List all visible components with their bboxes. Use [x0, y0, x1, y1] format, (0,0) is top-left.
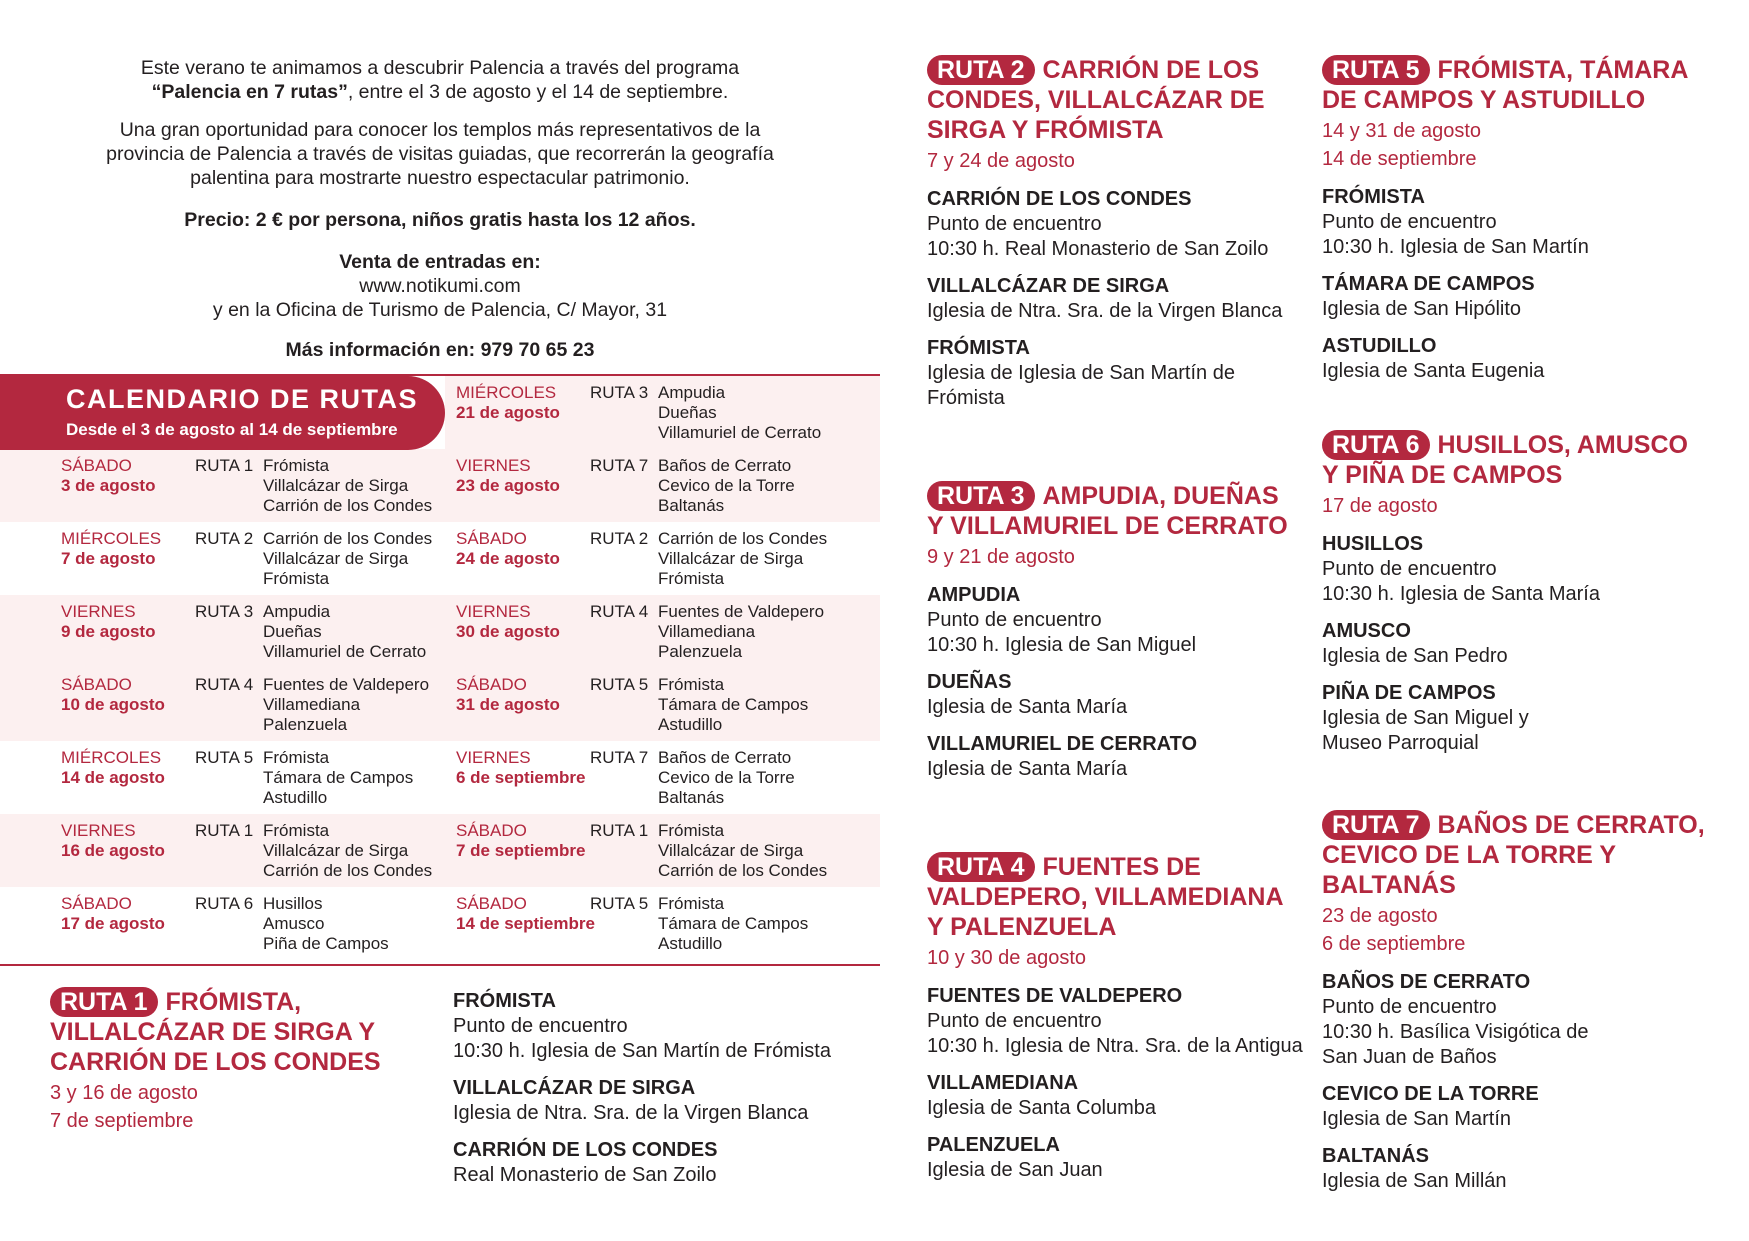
- route-date: 17 de agosto: [1322, 495, 1438, 517]
- calendar-row: [61, 456, 441, 520]
- more-info: Más información en: 979 70 65 23: [285, 339, 595, 361]
- stop-town: BAÑOS DE CERRATO: [1322, 971, 1531, 993]
- stop-detail: Punto de encuentro: [927, 213, 1102, 235]
- route-title-line: [1322, 810, 1742, 840]
- route-badge: RUTA 1: [50, 987, 158, 1017]
- route-title-line: [50, 1047, 450, 1077]
- stop-town: BALTANÁS: [1322, 1145, 1430, 1167]
- calendar-day: MIÉRCOLES: [61, 748, 162, 767]
- calendar-date: 14 de agosto: [61, 768, 165, 787]
- route-2: [927, 55, 1327, 411]
- route-stop: [453, 1076, 873, 1126]
- calendar-town: Frómista: [658, 821, 725, 840]
- stop-detail: 10:30 h. Real Monasterio de San Zoilo: [927, 238, 1269, 260]
- calendar-date: 31 de agosto: [456, 695, 560, 714]
- stop-town: FUENTES DE VALDEPERO: [927, 985, 1183, 1007]
- stop-detail: Iglesia de San Millán: [1322, 1170, 1507, 1192]
- stop-detail: Punto de encuentro: [1322, 211, 1497, 233]
- route-title-line: [927, 55, 1327, 85]
- route-badge: RUTA 3: [927, 481, 1035, 511]
- route-badge: RUTA 2: [927, 55, 1035, 85]
- calendar-town: Villamediana: [263, 695, 361, 714]
- calendar-town: Carrión de los Condes: [658, 529, 828, 548]
- stop-town: AMPUDIA: [927, 584, 1021, 606]
- route-stop: [1322, 619, 1742, 669]
- calendar-row: [456, 456, 836, 520]
- route-date: 10 y 30 de agosto: [927, 947, 1087, 969]
- calendar-town: Villamediana: [658, 622, 756, 641]
- stop-town: VILLAMURIEL DE CERRATO: [927, 733, 1198, 755]
- calendar-town: Piña de Campos: [263, 934, 389, 953]
- calendar-towns: [658, 894, 808, 954]
- calendar-row: [456, 675, 836, 739]
- route-dates: [927, 543, 1327, 571]
- route-5: [1322, 55, 1742, 384]
- calendar-towns: [263, 456, 432, 516]
- route-stop: [1322, 681, 1742, 756]
- calendar-route-label: RUTA 5: [195, 748, 254, 767]
- calendar-row: [456, 748, 836, 812]
- calendar-row: [456, 894, 836, 958]
- route-title-line: [927, 85, 1327, 115]
- calendar-town: Husillos: [263, 894, 323, 913]
- calendar-town: Cevico de la Torre: [658, 768, 795, 787]
- stop-detail: Punto de encuentro: [453, 1015, 628, 1037]
- route-title-text: DE CAMPOS Y ASTUDILLO: [1322, 86, 1646, 114]
- calendar-town: Villalcázar de Sirga: [658, 549, 804, 568]
- calendar-town: Astudillo: [263, 788, 328, 807]
- calendar-town: Palenzuela: [263, 715, 348, 734]
- calendar-row: [456, 383, 836, 447]
- route-badge: RUTA 5: [1322, 55, 1430, 85]
- calendar-day: VIERNES: [456, 602, 531, 621]
- calendar-town: Astudillo: [658, 934, 723, 953]
- calendar-route-label: RUTA 5: [590, 675, 649, 694]
- calendar-day: SÁBADO: [456, 529, 527, 548]
- route-date: 9 y 21 de agosto: [927, 546, 1075, 568]
- calendar-route-label: RUTA 4: [195, 675, 254, 694]
- calendar-town: Támara de Campos: [658, 695, 809, 714]
- route-badge: RUTA 4: [927, 852, 1035, 882]
- calendar-day: VIERNES: [61, 602, 136, 621]
- stop-detail: Iglesia de San Hipólito: [1322, 298, 1522, 320]
- calendar-town: Dueñas: [658, 403, 717, 422]
- stop-detail: 10:30 h. Iglesia de Santa María: [1322, 583, 1600, 605]
- route-title-line: [1322, 840, 1742, 870]
- calendar-row: [61, 529, 441, 593]
- stop-detail: Iglesia de Santa María: [927, 758, 1128, 780]
- route-1: [50, 987, 450, 1135]
- calendar-town: Villamuriel de Cerrato: [658, 423, 822, 442]
- route-title-text: BAÑOS DE CERRATO,: [1437, 811, 1705, 839]
- stop-town: HUSILLOS: [1322, 533, 1424, 555]
- intro-line: , entre el 3 de agosto y el 14 de septiembre.: [347, 81, 729, 103]
- calendar-header: [0, 376, 445, 450]
- stop-town: FRÓMISTA: [453, 990, 556, 1012]
- route-stop: [927, 1071, 1327, 1121]
- calendar-town: Dueñas: [263, 622, 322, 641]
- route-title-line: [1322, 85, 1742, 115]
- calendar-row: [456, 529, 836, 593]
- route-date: 23 de agosto: [1322, 905, 1438, 927]
- stop-detail: Iglesia de Iglesia de San Martín de: [927, 362, 1235, 384]
- stop-detail: Real Monasterio de San Zoilo: [453, 1164, 717, 1186]
- stop-detail: 10:30 h. Iglesia de Ntra. Sra. de la Antigua: [927, 1035, 1303, 1057]
- intro-line: Una gran oportunidad para conocer los templos más representativos de la: [119, 119, 761, 141]
- stop-detail: Iglesia de Ntra. Sra. de la Virgen Blanca: [927, 300, 1283, 322]
- route-title-line: [1322, 870, 1742, 900]
- stop-town: VILLALCÁZAR DE SIRGA: [453, 1077, 696, 1099]
- route-date: 3 y 16 de agosto: [50, 1082, 198, 1104]
- route-title-text: HUSILLOS, AMUSCO: [1437, 431, 1688, 459]
- calendar-bottom-rule: [0, 964, 880, 966]
- route-stop: [927, 984, 1327, 1059]
- calendar-date: 16 de agosto: [61, 841, 165, 860]
- calendar-towns: [658, 675, 808, 735]
- stop-town: VILLALCÁZAR DE SIRGA: [927, 275, 1170, 297]
- calendar-date: 30 de agosto: [456, 622, 560, 641]
- route-dates: [1322, 492, 1742, 520]
- route-stop: [1322, 185, 1742, 260]
- route-title-text: CARRIÓN DE LOS: [1042, 56, 1260, 84]
- calendar-route-label: RUTA 5: [590, 894, 649, 913]
- route-calendar: [0, 374, 880, 966]
- calendar-town: Amusco: [263, 914, 325, 933]
- stop-detail: Iglesia de San Martín: [1322, 1108, 1511, 1130]
- route-title-line: [1322, 430, 1742, 460]
- route-badge: RUTA 6: [1322, 430, 1430, 460]
- stop-detail: Museo Parroquial: [1322, 732, 1479, 754]
- calendar-date: 7 de agosto: [61, 549, 156, 568]
- stop-detail: Iglesia de San Juan: [927, 1159, 1103, 1181]
- route-title-text: Y PIÑA DE CAMPOS: [1322, 461, 1563, 489]
- calendar-row: [61, 675, 441, 739]
- calendar-row: [456, 602, 836, 666]
- calendar-towns: [263, 529, 432, 589]
- calendar-towns: [658, 383, 821, 443]
- price-text: Precio: 2 € por persona, niños gratis hasta los 12 años.: [184, 209, 696, 231]
- route-stop: [1322, 532, 1742, 607]
- stop-town: VILLAMEDIANA: [927, 1072, 1079, 1094]
- calendar-town: Carrión de los Condes: [658, 861, 828, 880]
- calendar-day: SÁBADO: [456, 894, 527, 913]
- stop-town: CARRIÓN DE LOS CONDES: [453, 1139, 718, 1161]
- stop-town: AMUSCO: [1322, 620, 1411, 642]
- calendar-town: Fuentes de Valdepero: [263, 675, 430, 694]
- route-title: [927, 481, 1327, 541]
- calendar-town: Cevico de la Torre: [658, 476, 795, 495]
- calendar-date: 9 de agosto: [61, 622, 156, 641]
- calendar-day: SÁBADO: [61, 456, 132, 475]
- stop-detail: 10:30 h. Iglesia de San Miguel: [927, 634, 1197, 656]
- route-title: [50, 987, 450, 1077]
- calendar-route-label: RUTA 3: [195, 602, 254, 621]
- route-dates: [927, 147, 1327, 175]
- route-title-text: VALDEPERO, VILLAMEDIANA: [927, 883, 1284, 911]
- route-stop: [927, 732, 1327, 782]
- route-badge: RUTA 7: [1322, 810, 1430, 840]
- route-title-line: [927, 882, 1327, 912]
- calendar-day: SÁBADO: [456, 821, 527, 840]
- stop-detail: Punto de encuentro: [1322, 996, 1497, 1018]
- calendar-route-label: RUTA 7: [590, 456, 649, 475]
- route-date: 14 de septiembre: [1322, 148, 1477, 170]
- calendar-day: MIÉRCOLES: [456, 383, 557, 402]
- route-stop: [927, 336, 1327, 411]
- calendar-towns: [263, 821, 432, 881]
- sales-info: [60, 250, 820, 322]
- route-title-text: SIRGA Y FRÓMISTA: [927, 116, 1164, 144]
- calendar-town: Villalcázar de Sirga: [263, 549, 409, 568]
- route-stop: [1322, 1082, 1742, 1132]
- route-title-text: CARRIÓN DE LOS CONDES: [50, 1048, 381, 1076]
- route-title-line: [50, 987, 450, 1017]
- route-title-line: [50, 1017, 450, 1047]
- calendar-town: Villamuriel de Cerrato: [263, 642, 427, 661]
- stop-detail: San Juan de Baños: [1322, 1046, 1497, 1068]
- calendar-town: Palenzuela: [658, 642, 743, 661]
- stop-detail: 10:30 h. Iglesia de San Martín: [1322, 236, 1589, 258]
- calendar-town: Baltanás: [658, 788, 725, 807]
- calendar-town: Fuentes de Valdepero: [658, 602, 825, 621]
- calendar-towns: [658, 529, 827, 589]
- route-title-text: AMPUDIA, DUEÑAS: [1042, 482, 1279, 510]
- calendar-day: VIERNES: [456, 748, 531, 767]
- route-stop: [927, 583, 1327, 658]
- calendar-date: 14 de septiembre: [456, 914, 595, 933]
- sales-office: y en la Oficina de Turismo de Palencia, C/ Mayor, 31: [212, 299, 668, 321]
- stop-detail: 10:30 h. Basílica Visigótica de: [1322, 1021, 1589, 1043]
- calendar-towns: [263, 748, 413, 808]
- stop-detail: Iglesia de Santa María: [927, 696, 1128, 718]
- route-stop: [1322, 272, 1742, 322]
- stop-town: CARRIÓN DE LOS CONDES: [927, 188, 1192, 210]
- calendar-town: Villalcázar de Sirga: [263, 841, 409, 860]
- calendar-town: Carrión de los Condes: [263, 861, 433, 880]
- stop-detail: Iglesia de Santa Columba: [927, 1097, 1157, 1119]
- stop-town: TÁMARA DE CAMPOS: [1322, 273, 1535, 295]
- stop-detail: Punto de encuentro: [927, 1010, 1102, 1032]
- calendar-route-label: RUTA 1: [195, 456, 254, 475]
- stop-town: ASTUDILLO: [1322, 335, 1437, 357]
- route-dates: [1322, 902, 1742, 958]
- program-name: “Palencia en 7 rutas”: [151, 81, 348, 103]
- stop-town: FRÓMISTA: [927, 337, 1030, 359]
- intro-line: palentina para mostrarte nuestro espectacular patrimonio.: [190, 167, 690, 189]
- calendar-town: Támara de Campos: [658, 914, 809, 933]
- calendar-day: SÁBADO: [61, 894, 132, 913]
- calendar-town: Frómista: [263, 569, 330, 588]
- calendar-day: SÁBADO: [456, 675, 527, 694]
- route-stop: [927, 187, 1327, 262]
- route-title-line: [927, 912, 1327, 942]
- route-title-text: FRÓMISTA,: [165, 988, 302, 1016]
- calendar-title: CALENDARIO DE RUTAS: [66, 384, 418, 414]
- route-7: [1322, 810, 1742, 1194]
- route-stop: [927, 670, 1327, 720]
- route-title-line: [927, 115, 1327, 145]
- stop-town: CEVICO DE LA TORRE: [1322, 1083, 1539, 1105]
- route-title-text: FRÓMISTA, TÁMARA: [1437, 56, 1689, 84]
- calendar-town: Frómista: [263, 748, 330, 767]
- route-dates: [1322, 117, 1742, 173]
- calendar-day: VIERNES: [456, 456, 531, 475]
- calendar-day: VIERNES: [61, 821, 136, 840]
- calendar-town: Frómista: [263, 456, 330, 475]
- stop-detail: Iglesia de San Miguel y: [1322, 707, 1529, 729]
- calendar-date: 23 de agosto: [456, 476, 560, 495]
- route-stop: [1322, 334, 1742, 384]
- stop-detail: 10:30 h. Iglesia de San Martín de Frómista: [453, 1040, 831, 1062]
- calendar-row: [61, 821, 441, 885]
- stop-detail: Iglesia de Ntra. Sra. de la Virgen Blanca: [453, 1102, 809, 1124]
- stop-town: FRÓMISTA: [1322, 186, 1425, 208]
- calendar-date: 7 de septiembre: [456, 841, 586, 860]
- route-title: [1322, 430, 1742, 490]
- calendar-date: 24 de agosto: [456, 549, 560, 568]
- calendar-town: Ampudia: [658, 383, 726, 402]
- route-stop: [1322, 970, 1742, 1070]
- calendar-towns: [263, 894, 389, 954]
- calendar-towns: [263, 602, 426, 662]
- calendar-town: Támara de Campos: [263, 768, 414, 787]
- route-title: [927, 55, 1327, 145]
- calendar-date: 17 de agosto: [61, 914, 165, 933]
- route-title: [1322, 810, 1742, 900]
- route-date: 14 y 31 de agosto: [1322, 120, 1482, 142]
- route-stop: [453, 989, 873, 1064]
- calendar-row: [61, 748, 441, 812]
- route-title-text: VILLALCÁZAR DE SIRGA Y: [50, 1018, 376, 1046]
- route-title-text: Y PALENZUELA: [927, 913, 1117, 941]
- route-title-text: Y VILLAMURIEL DE CERRATO: [927, 512, 1288, 540]
- calendar-route-label: RUTA 3: [590, 383, 649, 402]
- route-stop: [927, 274, 1327, 324]
- calendar-town: Frómista: [658, 894, 725, 913]
- calendar-day: MIÉRCOLES: [61, 529, 162, 548]
- calendar-towns: [263, 675, 429, 735]
- route-4: [927, 852, 1327, 1183]
- calendar-date: 6 de septiembre: [456, 768, 586, 787]
- calendar-route-label: RUTA 2: [590, 529, 649, 548]
- intro-paragraph-2: [60, 118, 820, 190]
- route-title-text: CEVICO DE LA TORRE Y: [1322, 841, 1617, 869]
- calendar-day: SÁBADO: [61, 675, 132, 694]
- route-6: [1322, 430, 1742, 756]
- stop-detail: Punto de encuentro: [927, 609, 1102, 631]
- sales-website-link[interactable]: www.notikumi.com: [359, 275, 521, 297]
- calendar-row: [61, 602, 441, 666]
- route-stop: [453, 1138, 873, 1188]
- stop-town: DUEÑAS: [927, 671, 1012, 693]
- calendar-date: 3 de agosto: [61, 476, 156, 495]
- route-stop: [1322, 1144, 1742, 1194]
- route-3: [927, 481, 1327, 782]
- route-dates: [50, 1079, 450, 1135]
- calendar-towns: [658, 748, 795, 808]
- intro-line: provincia de Palencia a través de visitas guiadas, que recorrerán la geografía: [106, 143, 774, 165]
- route-title: [1322, 55, 1742, 115]
- route-title-line: [927, 481, 1327, 511]
- route-title-line: [927, 511, 1327, 541]
- calendar-town: Baños de Cerrato: [658, 456, 792, 475]
- stop-town: PIÑA DE CAMPOS: [1322, 682, 1496, 704]
- calendar-town: Frómista: [658, 569, 725, 588]
- calendar-town: Villalcázar de Sirga: [263, 476, 409, 495]
- route-title-text: FUENTES DE: [1042, 853, 1201, 881]
- route-title-text: BALTANÁS: [1322, 871, 1456, 899]
- stop-town: PALENZUELA: [927, 1134, 1060, 1156]
- calendar-towns: [658, 821, 827, 881]
- stop-detail: Iglesia de Santa Eugenia: [1322, 360, 1545, 382]
- calendar-route-label: RUTA 2: [195, 529, 254, 548]
- sales-title: Venta de entradas en:: [339, 251, 541, 273]
- calendar-row: [61, 894, 441, 958]
- calendar-route-label: RUTA 1: [195, 821, 254, 840]
- calendar-town: Baltanás: [658, 496, 725, 515]
- route-stop: [927, 1133, 1327, 1183]
- stop-detail: Iglesia de San Pedro: [1322, 645, 1508, 667]
- calendar-route-label: RUTA 6: [195, 894, 254, 913]
- route-title-line: [1322, 55, 1742, 85]
- stop-detail: Punto de encuentro: [1322, 558, 1497, 580]
- calendar-town: Frómista: [658, 675, 725, 694]
- calendar-town: Villalcázar de Sirga: [658, 841, 804, 860]
- stop-detail: Frómista: [927, 387, 1005, 409]
- intro-text: [60, 56, 820, 376]
- route-date: 7 de septiembre: [50, 1110, 194, 1132]
- calendar-route-label: RUTA 4: [590, 602, 649, 621]
- calendar-town: Ampudia: [263, 602, 331, 621]
- calendar-town: Carrión de los Condes: [263, 529, 433, 548]
- calendar-route-label: RUTA 7: [590, 748, 649, 767]
- route-title-text: CONDES, VILLALCÁZAR DE: [927, 86, 1265, 114]
- calendar-date: 10 de agosto: [61, 695, 165, 714]
- route-1-stops: [453, 989, 873, 1188]
- calendar-town: Baños de Cerrato: [658, 748, 792, 767]
- calendar-town: Astudillo: [658, 715, 723, 734]
- calendar-towns: [658, 602, 824, 662]
- route-title-line: [1322, 460, 1742, 490]
- calendar-row: [456, 821, 836, 885]
- route-dates: [927, 944, 1327, 972]
- route-date: 6 de septiembre: [1322, 933, 1466, 955]
- calendar-towns: [658, 456, 795, 516]
- route-title-line: [927, 852, 1327, 882]
- calendar-subtitle: Desde el 3 de agosto al 14 de septiembre: [66, 420, 398, 439]
- route-title: [927, 852, 1327, 942]
- calendar-date: 21 de agosto: [456, 403, 560, 422]
- calendar-town: Frómista: [263, 821, 330, 840]
- intro-line: Este verano te animamos a descubrir Palencia a través del programa: [140, 57, 740, 79]
- calendar-town: Carrión de los Condes: [263, 496, 433, 515]
- route-date: 7 y 24 de agosto: [927, 150, 1075, 172]
- intro-paragraph-1: [60, 56, 820, 104]
- calendar-route-label: RUTA 1: [590, 821, 649, 840]
